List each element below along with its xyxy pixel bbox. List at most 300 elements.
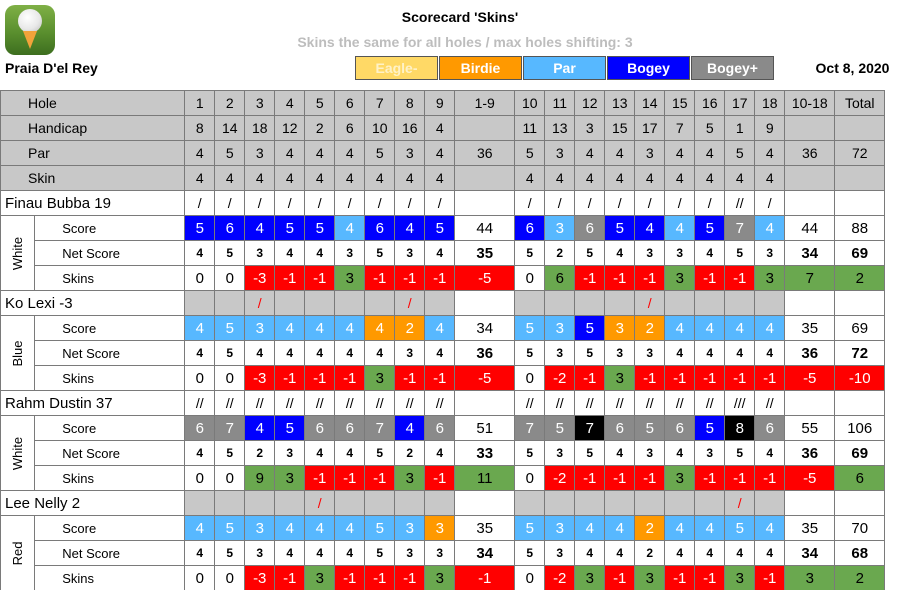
header-cell: 4 <box>185 141 215 166</box>
tee-label <box>1 216 35 291</box>
skins-cell: 9 <box>245 466 275 491</box>
net-cell: 3 <box>245 541 275 566</box>
stroke-cell: // <box>185 391 215 416</box>
net-cell: 4 <box>305 541 335 566</box>
score-cell: 4 <box>605 516 635 541</box>
stroke-cell: // <box>695 391 725 416</box>
stroke-cell: // <box>755 391 785 416</box>
stroke-cell <box>425 491 455 516</box>
row-label: Handicap <box>1 116 185 141</box>
stroke-cell: /// <box>725 391 755 416</box>
score-cell: 4 <box>335 316 365 341</box>
header-cell <box>455 166 515 191</box>
score-cell: 5 <box>635 416 665 441</box>
score-cell: 6 <box>185 416 215 441</box>
skins-cell: -5 <box>785 366 835 391</box>
header-cell: 4 <box>245 166 275 191</box>
player-net-row <box>1 541 885 566</box>
stroke-cell: / <box>215 191 245 216</box>
skins-cell: -1 <box>365 466 395 491</box>
net-cell: 69 <box>835 241 885 266</box>
header-cell: 5 <box>365 141 395 166</box>
header-cell: 4 <box>635 166 665 191</box>
score-cell: 3 <box>605 316 635 341</box>
score-cell: 2 <box>635 316 665 341</box>
stroke-cell <box>665 491 695 516</box>
score-cell: 3 <box>545 216 575 241</box>
row-label: Net Score <box>35 441 185 466</box>
net-cell: 5 <box>515 341 545 366</box>
header-row-skin <box>1 166 885 191</box>
header-cell: 8 <box>395 91 425 116</box>
score-cell: 70 <box>835 516 885 541</box>
player-score-row <box>1 316 885 341</box>
score-cell: 5 <box>515 516 545 541</box>
header-cell: 10-18 <box>785 91 835 116</box>
score-cell: 5 <box>275 216 305 241</box>
net-cell: 3 <box>635 241 665 266</box>
header-cell: 9 <box>755 116 785 141</box>
header-cell: 4 <box>575 141 605 166</box>
header-cell: 4 <box>275 141 305 166</box>
skins-cell: -1 <box>635 366 665 391</box>
skins-cell: -1 <box>575 266 605 291</box>
net-cell: 4 <box>305 241 335 266</box>
header-cell: 4 <box>695 141 725 166</box>
stroke-cell <box>785 291 835 316</box>
header-cell: 4 <box>365 166 395 191</box>
score-cell: 4 <box>335 516 365 541</box>
skins-cell: 2 <box>835 566 885 590</box>
stroke-cell: / <box>245 191 275 216</box>
header-cell: 72 <box>835 141 885 166</box>
score-cell: 4 <box>185 316 215 341</box>
score-cell: 5 <box>425 216 455 241</box>
score-cell: 6 <box>305 416 335 441</box>
score-cell: 5 <box>605 216 635 241</box>
header-cell: 7 <box>365 91 395 116</box>
score-cell: 3 <box>245 516 275 541</box>
header-cell: 4 <box>605 141 635 166</box>
stroke-cell <box>275 291 305 316</box>
net-cell: 4 <box>335 541 365 566</box>
skins-cell: 0 <box>185 466 215 491</box>
stroke-cell: / <box>395 191 425 216</box>
stroke-cell <box>835 191 885 216</box>
player-skins-row <box>1 266 885 291</box>
score-cell: 106 <box>835 416 885 441</box>
score-cell: 4 <box>665 216 695 241</box>
net-cell: 4 <box>425 241 455 266</box>
score-cell: 7 <box>515 416 545 441</box>
score-cell: 6 <box>605 416 635 441</box>
header-cell: 2 <box>305 116 335 141</box>
skins-cell: 3 <box>425 566 455 590</box>
skins-cell: -1 <box>605 266 635 291</box>
net-cell: 72 <box>835 341 885 366</box>
header-cell: 4 <box>185 166 215 191</box>
stroke-cell: / <box>665 191 695 216</box>
score-cell: 4 <box>305 516 335 541</box>
score-cell: 5 <box>275 416 305 441</box>
score-cell: 4 <box>275 316 305 341</box>
stroke-cell <box>755 291 785 316</box>
score-cell: 5 <box>725 516 755 541</box>
net-cell: 68 <box>835 541 885 566</box>
net-cell: 4 <box>695 241 725 266</box>
net-cell: 4 <box>725 341 755 366</box>
player-net-row <box>1 241 885 266</box>
skins-cell: 0 <box>185 366 215 391</box>
legend-item-eagle: Eagle- <box>355 56 438 80</box>
net-cell: 35 <box>455 241 515 266</box>
stroke-cell: / <box>605 191 635 216</box>
score-cell: 6 <box>215 216 245 241</box>
net-cell: 4 <box>665 341 695 366</box>
net-cell: 2 <box>545 241 575 266</box>
skins-cell: -2 <box>545 566 575 590</box>
score-cell: 4 <box>725 316 755 341</box>
score-cell: 4 <box>755 316 785 341</box>
stroke-cell <box>215 291 245 316</box>
net-cell: 3 <box>605 341 635 366</box>
score-cell: 7 <box>365 416 395 441</box>
stroke-cell <box>275 491 305 516</box>
skins-cell: -1 <box>755 566 785 590</box>
header-cell <box>785 116 835 141</box>
score-cell: 4 <box>305 316 335 341</box>
score-cell: 5 <box>515 316 545 341</box>
stroke-cell: // <box>725 191 755 216</box>
header-cell: 10 <box>365 116 395 141</box>
net-cell: 4 <box>335 341 365 366</box>
net-cell: 4 <box>365 341 395 366</box>
score-cell: 6 <box>515 216 545 241</box>
stroke-cell <box>185 291 215 316</box>
tee-label <box>1 416 35 491</box>
skins-cell: 0 <box>515 566 545 590</box>
header-cell: 11 <box>545 91 575 116</box>
score-cell: 4 <box>695 316 725 341</box>
net-cell: 5 <box>215 241 245 266</box>
header-cell: 3 <box>395 141 425 166</box>
score-cell: 5 <box>365 516 395 541</box>
net-cell: 5 <box>725 441 755 466</box>
net-cell: 33 <box>455 441 515 466</box>
net-cell: 3 <box>545 341 575 366</box>
skins-cell: 0 <box>215 266 245 291</box>
stroke-cell <box>835 391 885 416</box>
skins-cell: 3 <box>575 566 605 590</box>
skins-cell: 3 <box>335 266 365 291</box>
net-cell: 4 <box>185 341 215 366</box>
score-cell: 4 <box>365 316 395 341</box>
net-cell: 34 <box>785 541 835 566</box>
stroke-cell: // <box>665 391 695 416</box>
score-cell: 3 <box>425 516 455 541</box>
stroke-cell <box>245 491 275 516</box>
skins-cell: -5 <box>785 466 835 491</box>
row-label: Skins <box>35 366 185 391</box>
skins-cell: 7 <box>785 266 835 291</box>
skins-cell: -1 <box>425 466 455 491</box>
player-name: Rahm Dustin 37 <box>1 391 185 416</box>
score-cell: 3 <box>545 316 575 341</box>
header-cell: 1-9 <box>455 91 515 116</box>
stroke-cell <box>755 491 785 516</box>
net-cell: 4 <box>755 441 785 466</box>
score-cell: 88 <box>835 216 885 241</box>
net-cell: 4 <box>425 341 455 366</box>
header-cell: 12 <box>275 116 305 141</box>
score-cell: 4 <box>185 516 215 541</box>
header-cell: 16 <box>395 116 425 141</box>
skins-cell: -1 <box>695 266 725 291</box>
skins-cell: 3 <box>665 266 695 291</box>
legend-item-bogey: Bogey+ <box>691 56 774 80</box>
skins-cell: -3 <box>245 366 275 391</box>
row-label: Score <box>35 416 185 441</box>
header-cell: 15 <box>605 116 635 141</box>
row-label: Net Score <box>35 541 185 566</box>
player-skins-row <box>1 466 885 491</box>
header-cell: 15 <box>665 91 695 116</box>
skins-cell: 3 <box>395 466 425 491</box>
score-cell: 4 <box>665 316 695 341</box>
skins-cell: -5 <box>455 266 515 291</box>
legend-item-par: Par <box>523 56 606 80</box>
net-cell: 4 <box>305 441 335 466</box>
header-cell <box>835 166 885 191</box>
skins-cell: 3 <box>275 466 305 491</box>
stroke-cell <box>395 491 425 516</box>
net-cell: 3 <box>695 441 725 466</box>
net-cell: 4 <box>275 541 305 566</box>
skins-cell: 3 <box>785 566 835 590</box>
stroke-cell <box>695 291 725 316</box>
header-cell: 5 <box>695 116 725 141</box>
skins-cell: -2 <box>545 466 575 491</box>
header-cell: 4 <box>305 166 335 191</box>
player-score-row <box>1 216 885 241</box>
stroke-cell <box>515 291 545 316</box>
header-cell: Total <box>835 91 885 116</box>
stroke-cell <box>305 291 335 316</box>
net-cell: 5 <box>365 241 395 266</box>
net-cell: 69 <box>835 441 885 466</box>
stroke-cell <box>335 491 365 516</box>
score-cell: 3 <box>395 516 425 541</box>
net-cell: 4 <box>665 441 695 466</box>
stroke-cell: / <box>305 191 335 216</box>
skins-cell: -1 <box>395 266 425 291</box>
skins-cell: -1 <box>275 566 305 590</box>
score-cell: 35 <box>785 316 835 341</box>
net-cell: 3 <box>335 241 365 266</box>
header-cell: 6 <box>335 116 365 141</box>
net-cell: 4 <box>755 341 785 366</box>
row-label: Net Score <box>35 241 185 266</box>
net-cell: 2 <box>395 441 425 466</box>
skins-cell: -1 <box>305 466 335 491</box>
score-cell: 5 <box>575 316 605 341</box>
net-cell: 36 <box>785 441 835 466</box>
score-cell: 5 <box>305 216 335 241</box>
skins-cell: 3 <box>305 566 335 590</box>
stroke-cell: // <box>395 391 425 416</box>
player-skins-row <box>1 566 885 590</box>
net-cell: 4 <box>605 441 635 466</box>
net-cell: 2 <box>245 441 275 466</box>
row-label: Skins <box>35 566 185 590</box>
net-cell: 3 <box>395 341 425 366</box>
score-cell: 6 <box>425 416 455 441</box>
stroke-cell <box>455 191 515 216</box>
stroke-cell <box>425 291 455 316</box>
header-cell: 4 <box>725 166 755 191</box>
score-cell: 6 <box>335 416 365 441</box>
net-cell: 4 <box>185 441 215 466</box>
net-cell: 3 <box>395 241 425 266</box>
net-cell: 5 <box>215 541 245 566</box>
score-cell: 4 <box>395 216 425 241</box>
header-cell: 16 <box>695 91 725 116</box>
net-cell: 34 <box>785 241 835 266</box>
net-cell: 3 <box>755 241 785 266</box>
player-name: Finau Bubba 19 <box>1 191 185 216</box>
net-cell: 5 <box>365 541 395 566</box>
score-cell: 6 <box>665 416 695 441</box>
score-cell: 4 <box>335 216 365 241</box>
header-cell: 17 <box>635 116 665 141</box>
stroke-cell <box>455 291 515 316</box>
header-cell: 14 <box>215 116 245 141</box>
stroke-cell <box>545 291 575 316</box>
stroke-cell <box>605 291 635 316</box>
score-cell: 4 <box>755 216 785 241</box>
score-cell: 7 <box>215 416 245 441</box>
stroke-cell <box>785 391 835 416</box>
net-cell: 4 <box>275 241 305 266</box>
net-cell: 5 <box>515 541 545 566</box>
header-cell: 4 <box>425 141 455 166</box>
stroke-cell <box>605 491 635 516</box>
stroke-cell <box>695 491 725 516</box>
skins-cell: -1 <box>725 266 755 291</box>
score-cell: 4 <box>635 216 665 241</box>
player-net-row <box>1 341 885 366</box>
tee-label <box>1 316 35 391</box>
score-cell: 2 <box>635 516 665 541</box>
header-cell: 1 <box>725 116 755 141</box>
stroke-cell: // <box>605 391 635 416</box>
score-cell: 5 <box>695 416 725 441</box>
net-cell: 3 <box>275 441 305 466</box>
stroke-cell <box>635 491 665 516</box>
header-cell: 2 <box>215 91 245 116</box>
header-cell: 18 <box>245 116 275 141</box>
player-score-row <box>1 516 885 541</box>
score-cell: 44 <box>455 216 515 241</box>
score-cell: 8 <box>725 416 755 441</box>
round-date: Oct 8, 2020 <box>815 60 890 76</box>
net-cell: 5 <box>515 441 545 466</box>
player-row <box>1 291 885 316</box>
stroke-cell <box>835 491 885 516</box>
page-title: Scorecard 'Skins' <box>401 9 519 25</box>
tee-text: Red <box>10 541 26 565</box>
tee-label <box>1 516 35 590</box>
score-cell: 4 <box>755 516 785 541</box>
skins-cell: -1 <box>395 566 425 590</box>
stroke-cell: / <box>635 191 665 216</box>
stroke-cell: / <box>545 191 575 216</box>
header-cell: 9 <box>425 91 455 116</box>
header-cell: 3 <box>245 141 275 166</box>
score-cell: 35 <box>455 516 515 541</box>
net-cell: 4 <box>695 341 725 366</box>
skins-cell: -1 <box>695 366 725 391</box>
header-cell: 4 <box>755 166 785 191</box>
page-subtitle: Skins the same for all holes / max holes shifting: 3 <box>297 34 633 50</box>
player-row <box>1 491 885 516</box>
stroke-cell <box>455 491 515 516</box>
header-row-hole <box>1 91 885 116</box>
skins-cell: -3 <box>245 566 275 590</box>
net-cell: 4 <box>755 541 785 566</box>
header-cell: 4 <box>605 166 635 191</box>
header-cell: 3 <box>635 141 665 166</box>
header-cell: 7 <box>665 116 695 141</box>
stroke-cell: / <box>275 191 305 216</box>
header-cell: 36 <box>785 141 835 166</box>
net-cell: 4 <box>665 541 695 566</box>
net-cell: 5 <box>515 241 545 266</box>
header-cell: 4 <box>335 166 365 191</box>
skins-cell: -10 <box>835 366 885 391</box>
skins-cell: -2 <box>545 366 575 391</box>
row-label: Score <box>35 516 185 541</box>
header-cell: 4 <box>275 91 305 116</box>
tee-text: White <box>10 236 26 270</box>
score-cell: 4 <box>245 416 275 441</box>
header-cell: 4 <box>515 166 545 191</box>
skins-cell: -1 <box>635 266 665 291</box>
player-skins-row <box>1 366 885 391</box>
header-cell: 4 <box>665 141 695 166</box>
score-cell: 2 <box>395 316 425 341</box>
header-cell: 5 <box>725 141 755 166</box>
header-cell: 4 <box>425 166 455 191</box>
net-cell: 5 <box>215 441 245 466</box>
skins-cell: -1 <box>335 366 365 391</box>
row-label: Score <box>35 216 185 241</box>
scorecard-table <box>0 90 885 590</box>
header-cell: 5 <box>515 141 545 166</box>
header-cell: 13 <box>605 91 635 116</box>
header-cell: 4 <box>695 166 725 191</box>
score-cell: 6 <box>755 416 785 441</box>
net-cell: 4 <box>245 341 275 366</box>
net-cell: 4 <box>425 441 455 466</box>
header-cell: 4 <box>575 166 605 191</box>
skins-cell: -1 <box>605 466 635 491</box>
score-cell: 7 <box>725 216 755 241</box>
header-cell <box>785 166 835 191</box>
row-label: Net Score <box>35 341 185 366</box>
net-cell: 4 <box>575 541 605 566</box>
skins-cell: -1 <box>725 366 755 391</box>
